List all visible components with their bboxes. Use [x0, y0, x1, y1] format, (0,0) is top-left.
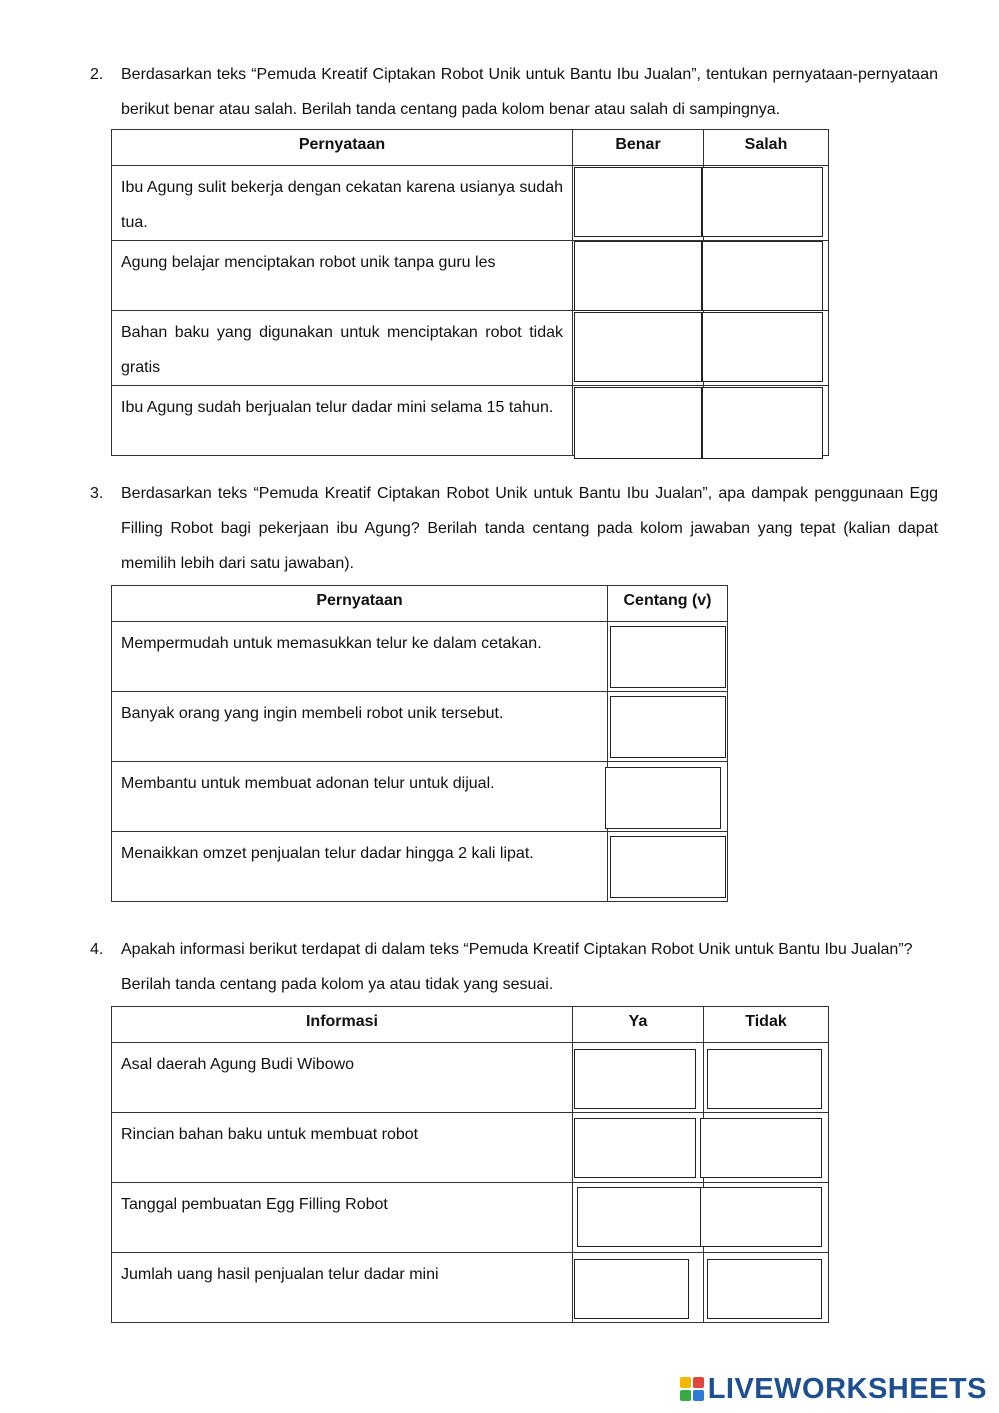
false-cell [704, 241, 829, 311]
table-row [112, 1253, 829, 1323]
false-cell [704, 386, 829, 456]
header-information: Informasi [112, 1007, 573, 1043]
header-no: Tidak [704, 1007, 829, 1043]
check-cell [608, 622, 728, 692]
question-number: 3. [90, 485, 104, 502]
yes-cell [573, 1113, 704, 1183]
information-cell: Asal daerah Agung Budi Wibowo [112, 1043, 573, 1113]
check-cell [608, 832, 728, 902]
header-statement: Pernyataan [112, 130, 573, 166]
header-true: Benar [573, 130, 704, 166]
false-checkbox[interactable] [702, 241, 823, 311]
header-false: Salah [704, 130, 829, 166]
header-check: Centang (v) [608, 586, 728, 622]
yes-checkbox[interactable] [577, 1187, 701, 1247]
information-cell: Rincian bahan baku untuk membuat robot [112, 1113, 573, 1183]
table-row [112, 762, 728, 832]
information-cell: Tanggal pembuatan Egg Filling Robot [112, 1183, 573, 1253]
table-row [112, 1043, 829, 1113]
statement-cell: Membantu untuk membuat adonan telur untuk dijual. [112, 762, 608, 832]
table-row [112, 241, 829, 311]
true-checkbox[interactable] [574, 241, 702, 311]
table-row [112, 1113, 829, 1183]
true-checkbox[interactable] [574, 387, 702, 459]
answer-checkbox[interactable] [610, 836, 726, 898]
true-cell [573, 166, 704, 241]
no-cell [704, 1183, 829, 1253]
check-cell [608, 692, 728, 762]
false-checkbox[interactable] [702, 167, 823, 237]
true-false-table [111, 129, 829, 456]
logo-square-icon [680, 1377, 691, 1388]
answer-checkbox[interactable] [610, 696, 726, 758]
statement-cell: Banyak orang yang ingin membeli robot unik tersebut. [112, 692, 608, 762]
table-row [112, 386, 829, 456]
statement-cell: Agung belajar menciptakan robot unik tanpa guru les [112, 241, 573, 311]
table-row [112, 166, 829, 241]
yes-no-table [111, 1006, 829, 1323]
false-cell [704, 166, 829, 241]
true-checkbox[interactable] [574, 312, 702, 382]
yes-cell [573, 1043, 704, 1113]
statement-cell: Ibu Agung sudah berjualan telur dadar mini selama 15 tahun. [112, 386, 573, 456]
logo-square-icon [680, 1390, 691, 1401]
yes-cell [573, 1253, 704, 1323]
no-checkbox[interactable] [707, 1049, 822, 1109]
false-cell [704, 311, 829, 386]
statement-cell: Menaikkan omzet penjualan telur dadar hingga 2 kali lipat. [112, 832, 608, 902]
no-checkbox[interactable] [700, 1187, 822, 1247]
logo-square-icon [693, 1390, 704, 1401]
liveworksheets-logo [680, 1372, 987, 1406]
no-checkbox[interactable] [700, 1118, 822, 1178]
statement-cell: Mempermudah untuk memasukkan telur ke dalam cetakan. [112, 622, 608, 692]
check-cell [608, 762, 728, 832]
statement-cell: Bahan baku yang digunakan untuk menciptakan robot tidak gratis [112, 311, 573, 386]
question-number: 4. [90, 941, 104, 958]
table-row [112, 832, 728, 902]
true-cell [573, 311, 704, 386]
question-text: Berdasarkan teks “Pemuda Kreatif Ciptakan Robot Unik untuk Bantu Ibu Jualan”, tentukan pernyataan-pernyataan berikut benar atau salah. Berilah tanda centang pada kolom benar atau salah di sampingnya. [121, 66, 938, 118]
no-cell [704, 1113, 829, 1183]
statement-cell: Ibu Agung sulit bekerja dengan cekatan karena usianya sudah tua. [112, 166, 573, 241]
table-header-row [112, 130, 829, 166]
yes-checkbox[interactable] [574, 1259, 689, 1319]
answer-checkbox[interactable] [610, 626, 726, 688]
question-text: Berdasarkan teks “Pemuda Kreatif Ciptakan Robot Unik untuk Bantu Ibu Jualan”, apa dampak penggunaan Egg Filling Robot bagi pekerjaan ibu Agung? Berilah tanda centang pada kolom jawaban yang tepat (kalian dapat memilih lebih dari satu jawaban). [121, 485, 938, 572]
table-header-row [112, 1007, 829, 1043]
brand-name: LIVEWORKSHEETS [707, 1372, 987, 1405]
header-statement: Pernyataan [112, 586, 608, 622]
information-cell: Jumlah uang hasil penjualan telur dadar mini [112, 1253, 573, 1323]
yes-checkbox[interactable] [574, 1118, 696, 1178]
table-row [112, 622, 728, 692]
table-row [112, 692, 728, 762]
no-checkbox[interactable] [707, 1259, 822, 1319]
logo-grid-icon [680, 1377, 704, 1401]
table-row [112, 1183, 829, 1253]
checklist-table [111, 585, 728, 902]
no-cell [704, 1253, 829, 1323]
table-row [112, 311, 829, 386]
question-text: Apakah informasi berikut terdapat di dalam teks “Pemuda Kreatif Ciptakan Robot Unik untuk Bantu Ibu Jualan”? Berilah tanda centang pada kolom ya atau tidak yang sesuai. [121, 941, 913, 993]
no-cell [704, 1043, 829, 1113]
true-cell [573, 241, 704, 311]
table-header-row [112, 586, 728, 622]
true-checkbox[interactable] [574, 167, 702, 237]
yes-cell [573, 1183, 704, 1253]
header-yes: Ya [573, 1007, 704, 1043]
question-number: 2. [90, 66, 104, 83]
false-checkbox[interactable] [702, 387, 823, 459]
logo-square-icon [693, 1377, 704, 1388]
false-checkbox[interactable] [702, 312, 823, 382]
answer-checkbox[interactable] [605, 767, 721, 829]
yes-checkbox[interactable] [574, 1049, 696, 1109]
true-cell [573, 386, 704, 456]
